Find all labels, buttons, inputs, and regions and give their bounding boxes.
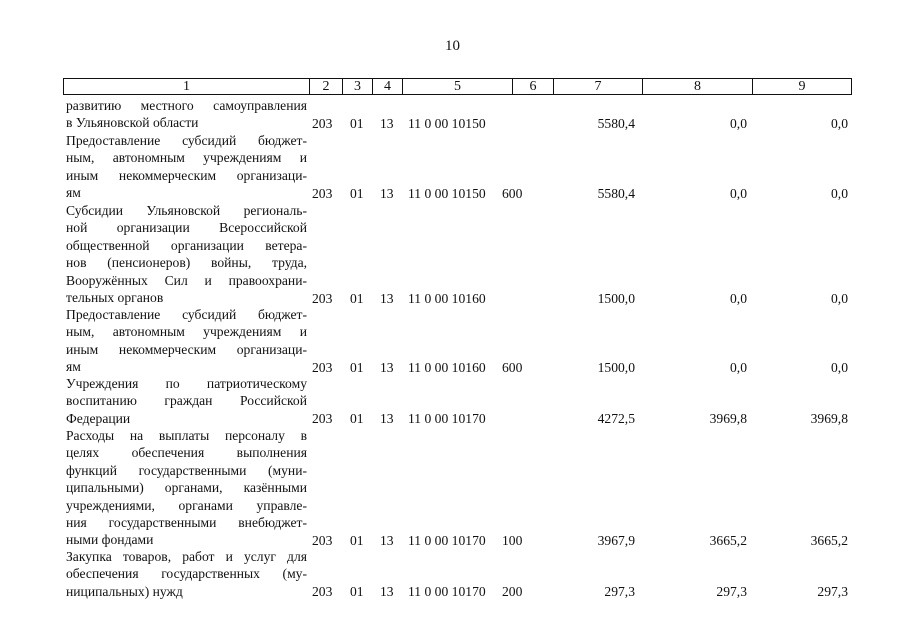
description-line: ной организации Всероссийской bbox=[66, 220, 307, 236]
cell-c5: 11 0 00 10170 bbox=[408, 532, 486, 548]
description-line: ния государственными внебюджет- bbox=[66, 515, 307, 531]
cell-c8: 297,3 bbox=[716, 584, 747, 600]
description-line: Учреждения по патриотическому bbox=[66, 376, 307, 391]
cell-c4: 13 bbox=[380, 359, 394, 375]
cell-c6: 200 bbox=[502, 584, 523, 600]
cell-c6: 600 bbox=[502, 359, 523, 375]
description-line: ям bbox=[66, 185, 81, 201]
cell-c8: 0,0 bbox=[730, 185, 747, 201]
header-col-2: 2 bbox=[309, 79, 342, 94]
cell-c2: 203 bbox=[312, 290, 333, 306]
cell-c3: 01 bbox=[350, 411, 364, 427]
row-description bbox=[66, 202, 307, 306]
cell-c5: 11 0 00 10160 bbox=[408, 290, 486, 306]
cell-c9: 0,0 bbox=[831, 359, 848, 375]
cell-c3: 01 bbox=[350, 185, 364, 201]
cell-c9: 0,0 bbox=[831, 185, 848, 201]
row-description bbox=[66, 375, 307, 427]
description-line: ным, автономным учреждениям и bbox=[66, 150, 307, 166]
cell-c9: 3969,8 bbox=[810, 411, 848, 427]
description-line: ным, автономным учреждениям и bbox=[66, 324, 307, 340]
header-col-6: 6 bbox=[512, 79, 553, 94]
description-line: Закупка товаров, работ и услуг для bbox=[66, 549, 307, 564]
cell-c7: 4272,5 bbox=[597, 411, 635, 427]
cell-c5: 11 0 00 10160 bbox=[408, 359, 486, 375]
cell-c8: 3665,2 bbox=[709, 532, 747, 548]
cell-c8: 0,0 bbox=[730, 359, 747, 375]
cell-c9: 0,0 bbox=[831, 290, 848, 306]
cell-c4: 13 bbox=[380, 532, 394, 548]
description-line: Федерации bbox=[66, 410, 131, 426]
cell-c4: 13 bbox=[380, 411, 394, 427]
cell-c2: 203 bbox=[312, 185, 333, 201]
row-description bbox=[66, 132, 307, 202]
cell-c5: 11 0 00 10170 bbox=[408, 411, 486, 427]
row-description bbox=[66, 548, 307, 600]
cell-c6: 100 bbox=[502, 532, 523, 548]
description-line: функций государственными (муни- bbox=[66, 462, 307, 478]
cell-c4: 13 bbox=[380, 584, 394, 600]
description-line: тельных органов bbox=[66, 290, 164, 306]
description-line: Предоставление субсидий бюджет- bbox=[66, 133, 307, 148]
description-line: Предоставление субсидий бюджет- bbox=[66, 307, 307, 322]
description-line: Вооружённых Сил и правоохрани- bbox=[66, 272, 307, 288]
description-line: развитию местного самоуправления bbox=[66, 98, 307, 113]
cell-c3: 01 bbox=[350, 115, 364, 131]
cell-c5: 11 0 00 10170 bbox=[408, 584, 486, 600]
cell-c3: 01 bbox=[350, 532, 364, 548]
header-col-7: 7 bbox=[553, 79, 642, 94]
cell-c3: 01 bbox=[350, 290, 364, 306]
cell-c5: 11 0 00 10150 bbox=[408, 185, 486, 201]
description-line: иным некоммерческим организаци- bbox=[66, 341, 307, 357]
cell-c3: 01 bbox=[350, 584, 364, 600]
cell-c6: 600 bbox=[502, 185, 523, 201]
header-col-5: 5 bbox=[402, 79, 512, 94]
cell-c2: 203 bbox=[312, 359, 333, 375]
cell-c4: 13 bbox=[380, 185, 394, 201]
table-header bbox=[63, 78, 852, 95]
description-line: общественной организации ветера- bbox=[66, 237, 307, 253]
header-col-4: 4 bbox=[372, 79, 402, 94]
description-line: Субсидии Ульяновской региональ- bbox=[66, 203, 307, 218]
header-col-3: 3 bbox=[342, 79, 372, 94]
cell-c9: 0,0 bbox=[831, 115, 848, 131]
row-description bbox=[66, 427, 307, 549]
description-line: в Ульяновской области bbox=[66, 115, 199, 131]
description-line: учреждениями, органами управле- bbox=[66, 497, 307, 513]
cell-c7: 1500,0 bbox=[597, 290, 635, 306]
cell-c7: 1500,0 bbox=[597, 359, 635, 375]
cell-c7: 5580,4 bbox=[597, 185, 635, 201]
row-description bbox=[66, 306, 307, 376]
description-line: нов (пенсионеров) войны, труда, bbox=[66, 255, 307, 271]
cell-c7: 3967,9 bbox=[597, 532, 635, 548]
header-col-8: 8 bbox=[642, 79, 752, 94]
cell-c4: 13 bbox=[380, 290, 394, 306]
row-description bbox=[66, 97, 307, 132]
description-line: ниципальных) нужд bbox=[66, 583, 183, 599]
cell-c3: 01 bbox=[350, 359, 364, 375]
description-line: иным некоммерческим организаци- bbox=[66, 167, 307, 183]
description-line: ципальными) органами, казёнными bbox=[66, 480, 307, 496]
cell-c8: 0,0 bbox=[730, 115, 747, 131]
description-line: целях обеспечения выполнения bbox=[66, 445, 307, 461]
page-number: 10 bbox=[445, 38, 460, 54]
header-col-9: 9 bbox=[752, 79, 851, 94]
header-col-1: 1 bbox=[183, 79, 190, 94]
cell-c2: 203 bbox=[312, 411, 333, 427]
cell-c7: 5580,4 bbox=[597, 115, 635, 131]
cell-c8: 0,0 bbox=[730, 290, 747, 306]
description-line: обеспечения государственных (му- bbox=[66, 566, 307, 582]
description-line: ям bbox=[66, 359, 81, 375]
cell-c4: 13 bbox=[380, 115, 394, 131]
cell-c2: 203 bbox=[312, 532, 333, 548]
description-line: воспитанию граждан Российской bbox=[66, 393, 307, 409]
description-line: Расходы на выплаты персоналу в bbox=[66, 428, 307, 443]
description-line: ными фондами bbox=[66, 532, 154, 548]
cell-c7: 297,3 bbox=[604, 584, 635, 600]
cell-c2: 203 bbox=[312, 584, 333, 600]
cell-c9: 3665,2 bbox=[810, 532, 848, 548]
cell-c9: 297,3 bbox=[817, 584, 848, 600]
cell-c8: 3969,8 bbox=[709, 411, 747, 427]
cell-c2: 203 bbox=[312, 115, 333, 131]
cell-c5: 11 0 00 10150 bbox=[408, 115, 486, 131]
